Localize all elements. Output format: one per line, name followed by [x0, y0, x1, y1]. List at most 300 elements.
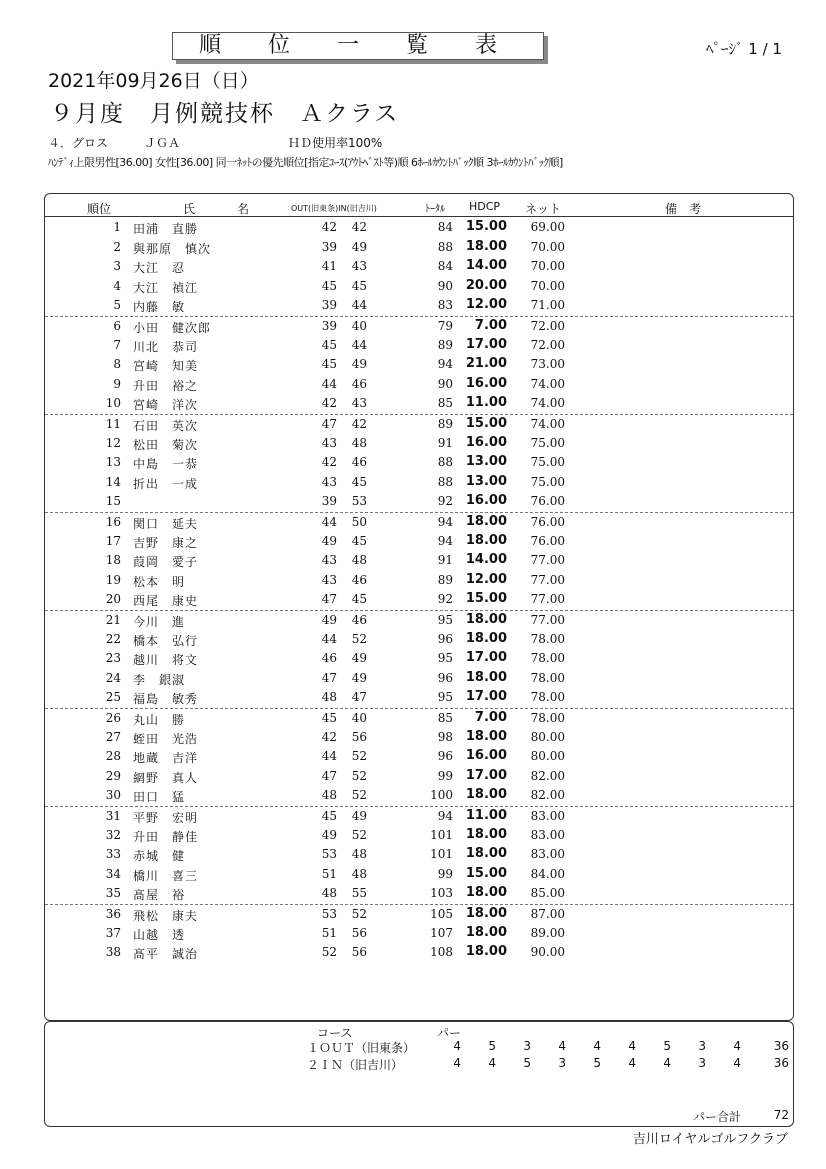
in-score: 52	[351, 788, 367, 803]
in-score: 56	[351, 925, 367, 940]
par-label: パー	[437, 1026, 462, 1040]
in-hole-par: 5	[523, 1056, 531, 1070]
competition-date: 2021年09月26日（日）	[48, 70, 259, 92]
table-row	[45, 512, 793, 533]
table-row	[45, 532, 793, 552]
hdcp-value: 13.00	[465, 473, 507, 489]
net-score: 69.00	[530, 220, 565, 234]
total-score: 84	[437, 220, 453, 234]
handicap-rule: ﾊﾝﾃﾞｨ上限男性[36.00] 女性[36.00] 同一ﾈｯﾄの優先順位[指定ｺｰｽ(ｱｳﾄﾍﾞｽﾄ等)順 6ﾎｰﾙｶｳﾝﾄﾊﾞｯｸ順 3ﾎｰﾙｶｳﾝﾄﾊﾞｯｸ順]	[48, 156, 563, 169]
player-name: 葭岡 愛子	[133, 555, 199, 570]
hdcp-value: 18.00	[465, 630, 507, 646]
player-name: 髙平 誠治	[133, 947, 199, 962]
rank-cell: 4	[113, 278, 121, 293]
player-name: 大江 忍	[133, 261, 186, 276]
in-score: 46	[351, 455, 367, 470]
player-name: 飛松 康夫	[133, 909, 199, 923]
total-score: 101	[430, 827, 453, 842]
out-score: 39	[321, 298, 337, 313]
hdcp-value: 18.00	[465, 906, 507, 921]
in-hole-par: 4	[488, 1056, 496, 1070]
rank-cell: 26	[105, 711, 121, 725]
net-score: 73.00	[530, 357, 565, 372]
in-hole-par: 3	[698, 1056, 706, 1070]
out-score: 52	[321, 945, 337, 960]
total-score: 94	[437, 515, 453, 529]
hdcp-value: 13.00	[465, 454, 507, 470]
header-remarks: 備 考	[665, 202, 702, 216]
net-score: 76.00	[530, 533, 565, 548]
hdcp-value: 18.00	[465, 787, 507, 803]
total-score: 91	[437, 435, 453, 450]
out-score: 51	[321, 866, 337, 881]
total-score: 92	[437, 592, 453, 607]
in-score: 47	[351, 690, 367, 705]
net-score: 77.00	[530, 613, 565, 627]
player-name: 宮崎 知美	[133, 359, 199, 374]
in-score: 55	[351, 886, 367, 901]
hdcp-value: 18.00	[465, 669, 507, 685]
total-score: 95	[437, 690, 453, 705]
out-score: 42	[321, 729, 337, 744]
net-score: 75.00	[530, 435, 565, 450]
hdcp-value: 20.00	[465, 277, 507, 293]
rank-cell: 20	[105, 592, 121, 607]
hdcp-value: 14.00	[465, 552, 507, 568]
out-score: 42	[321, 455, 337, 470]
out-score: 47	[321, 670, 337, 685]
rank-cell: 27	[105, 729, 121, 744]
net-score: 77.00	[530, 592, 565, 607]
out-hole-par: 4	[628, 1039, 636, 1053]
total-score: 89	[437, 417, 453, 431]
player-name: 川北 恭司	[133, 339, 199, 354]
out-hole-par: 4	[558, 1039, 566, 1053]
player-name: 福島 敏秀	[133, 692, 199, 707]
in-score: 40	[351, 711, 367, 725]
net-score: 77.00	[530, 553, 565, 568]
rank-cell: 5	[113, 298, 121, 313]
in-score: 48	[351, 847, 367, 862]
player-name: 山越 透	[133, 927, 186, 942]
total-score: 90	[437, 278, 453, 293]
out-course-name: １ＯＵＴ（旧東条）	[307, 1041, 416, 1055]
out-hole-par: 3	[698, 1039, 706, 1053]
player-name: 平野 宏明	[133, 811, 199, 825]
table-row	[45, 316, 793, 337]
table-row	[45, 218, 793, 238]
player-name: 升田 裕之	[133, 378, 199, 393]
out-score: 39	[321, 319, 337, 333]
net-score: 84.00	[530, 866, 565, 881]
rank-cell: 7	[113, 337, 121, 352]
header-rank: 順位	[87, 202, 112, 216]
out-score: 44	[321, 749, 337, 764]
total-score: 94	[437, 533, 453, 548]
in-score: 45	[351, 592, 367, 607]
total-score: 89	[437, 572, 453, 587]
rank-cell: 14	[105, 474, 121, 489]
total-score: 95	[437, 651, 453, 666]
hdcp-value: 17.00	[465, 336, 507, 352]
rank-cell: 2	[113, 239, 121, 254]
in-score: 49	[351, 809, 367, 823]
rank-cell: 28	[105, 749, 121, 764]
out-score: 47	[321, 417, 337, 431]
net-score: 76.00	[530, 515, 565, 529]
hdcp-value: 16.00	[465, 748, 507, 764]
total-score: 99	[437, 866, 453, 881]
table-row	[45, 649, 793, 669]
out-score: 51	[321, 925, 337, 940]
out-score: 44	[321, 515, 337, 529]
player-name: 吉野 康之	[133, 535, 199, 550]
rank-cell: 9	[113, 376, 121, 391]
hdcp-value: 11.00	[465, 395, 507, 411]
in-score: 48	[351, 866, 367, 881]
out-score: 48	[321, 690, 337, 705]
in-score: 52	[351, 768, 367, 783]
in-score: 45	[351, 278, 367, 293]
in-score: 48	[351, 435, 367, 450]
out-score: 49	[321, 827, 337, 842]
rank-cell: 19	[105, 572, 121, 587]
in-score: 44	[351, 298, 367, 313]
player-name: 橋川 喜三	[133, 868, 199, 883]
net-score: 80.00	[530, 729, 565, 744]
in-hole-par: 4	[453, 1056, 461, 1070]
out-par-total: 36	[773, 1039, 789, 1053]
out-score: 44	[321, 376, 337, 391]
total-score: 95	[437, 613, 453, 627]
in-score: 46	[351, 572, 367, 587]
out-hole-par: 4	[733, 1039, 741, 1053]
out-score: 42	[321, 396, 337, 411]
total-score: 94	[437, 357, 453, 372]
net-score: 72.00	[530, 319, 565, 333]
course-par-table	[44, 1021, 794, 1127]
hdcp-value: 21.00	[465, 356, 507, 372]
net-score: 83.00	[530, 847, 565, 862]
player-name: 松本 明	[133, 574, 186, 589]
net-score: 82.00	[530, 788, 565, 803]
total-score: 100	[430, 788, 453, 803]
out-score: 43	[321, 572, 337, 587]
rank-cell: 38	[105, 945, 121, 960]
out-score: 46	[321, 651, 337, 666]
in-score: 45	[351, 474, 367, 489]
rank-cell: 12	[105, 435, 121, 450]
out-score: 47	[321, 592, 337, 607]
out-score: 48	[321, 788, 337, 803]
player-name: 小田 健次郎	[133, 321, 212, 335]
total-score: 85	[437, 711, 453, 725]
hdcp-value: 7.00	[474, 318, 507, 333]
player-name: 橋本 弘行	[133, 633, 199, 648]
total-score: 84	[437, 259, 453, 274]
rank-cell: 23	[105, 651, 121, 666]
player-name: 地蔵 吉洋	[133, 751, 199, 766]
rank-cell: 31	[105, 809, 121, 823]
total-score: 96	[437, 670, 453, 685]
table-row	[45, 434, 793, 454]
table-row	[45, 630, 793, 650]
hdcp-value: 18.00	[465, 238, 507, 254]
out-hole-par: 4	[593, 1039, 601, 1053]
table-row	[45, 590, 793, 610]
net-score: 76.00	[530, 494, 565, 509]
net-score: 75.00	[530, 474, 565, 489]
hdcp-value: 15.00	[465, 865, 507, 881]
results-table	[44, 193, 794, 1021]
rank-cell: 3	[113, 259, 121, 274]
hdcp-value: 18.00	[465, 826, 507, 842]
net-score: 74.00	[530, 417, 565, 431]
out-score: 41	[321, 259, 337, 274]
out-score: 49	[321, 533, 337, 548]
out-score: 43	[321, 435, 337, 450]
hdcp-value: 18.00	[465, 612, 507, 627]
total-score: 99	[437, 768, 453, 783]
rank-cell: 15	[105, 494, 121, 509]
player-name: 西尾 康史	[133, 594, 199, 609]
table-row	[45, 610, 793, 631]
table-row	[45, 884, 793, 904]
total-score: 108	[430, 945, 453, 960]
hdcp-value: 12.00	[465, 297, 507, 313]
in-score: 48	[351, 553, 367, 568]
table-row	[45, 296, 793, 316]
table-row	[45, 669, 793, 689]
total-score: 105	[430, 907, 453, 921]
table-row	[45, 375, 793, 395]
par-total: 72	[773, 1108, 789, 1122]
net-score: 72.00	[530, 337, 565, 352]
total-score: 92	[437, 494, 453, 509]
table-row	[45, 473, 793, 493]
player-name: 升田 静佳	[133, 829, 199, 844]
hdcp-value: 17.00	[465, 767, 507, 783]
total-score: 88	[437, 474, 453, 489]
par-total-label: パー合計	[693, 1110, 742, 1124]
total-score: 101	[430, 847, 453, 862]
player-name: 蛭田 光浩	[133, 731, 199, 746]
in-score: 43	[351, 396, 367, 411]
out-score: 45	[321, 278, 337, 293]
net-score: 78.00	[530, 651, 565, 666]
in-score: 44	[351, 337, 367, 352]
net-score: 78.00	[530, 711, 565, 725]
total-score: 107	[430, 925, 453, 940]
net-score: 78.00	[530, 690, 565, 705]
in-score: 52	[351, 907, 367, 921]
player-name: 田浦 直勝	[133, 222, 199, 236]
rank-cell: 1	[113, 220, 121, 234]
out-score: 45	[321, 809, 337, 823]
net-score: 83.00	[530, 827, 565, 842]
rank-cell: 35	[105, 886, 121, 901]
hdcp-value: 18.00	[465, 514, 507, 529]
out-score: 43	[321, 474, 337, 489]
net-score: 82.00	[530, 768, 565, 783]
player-name: 折出 一成	[133, 476, 199, 491]
hdcp-value: 18.00	[465, 728, 507, 744]
out-score: 45	[321, 337, 337, 352]
table-row	[45, 845, 793, 865]
out-score: 49	[321, 613, 337, 627]
in-score: 56	[351, 729, 367, 744]
player-name: 関口 延夫	[133, 517, 199, 531]
player-name: 石田 英次	[133, 419, 199, 433]
rank-cell: 22	[105, 631, 121, 646]
table-row	[45, 865, 793, 885]
total-score: 91	[437, 553, 453, 568]
net-score: 74.00	[530, 376, 565, 391]
rank-cell: 30	[105, 788, 121, 803]
in-score: 46	[351, 613, 367, 627]
table-row	[45, 492, 793, 512]
rank-cell: 33	[105, 847, 121, 862]
table-row	[45, 806, 793, 827]
player-name: 今川 進	[133, 615, 186, 629]
net-score: 87.00	[530, 907, 565, 921]
in-score: 52	[351, 827, 367, 842]
out-hole-par: 5	[488, 1039, 496, 1053]
in-score: 52	[351, 631, 367, 646]
table-row	[45, 453, 793, 473]
rank-cell: 13	[105, 455, 121, 470]
table-row	[45, 747, 793, 767]
out-score: 53	[321, 907, 337, 921]
in-score: 56	[351, 945, 367, 960]
out-hole-par: 5	[663, 1039, 671, 1053]
rank-cell: 10	[105, 396, 121, 411]
table-row	[45, 943, 793, 963]
header-name-family: 氏	[183, 202, 196, 216]
table-row	[45, 355, 793, 375]
hdcp-value: 14.00	[465, 258, 507, 274]
player-name: 内藤 敏	[133, 300, 186, 315]
page-number: ﾍﾟｰｼﾞ 1 / 1	[706, 40, 782, 58]
in-score: 45	[351, 533, 367, 548]
table-row	[45, 551, 793, 571]
table-row	[45, 257, 793, 277]
rank-cell: 16	[105, 515, 121, 529]
table-row	[45, 571, 793, 591]
player-name: 赤城 健	[133, 849, 186, 864]
out-score: 39	[321, 494, 337, 509]
in-score: 42	[351, 417, 367, 431]
in-score: 49	[351, 357, 367, 372]
hdcp-value: 16.00	[465, 493, 507, 509]
player-name: 宮崎 洋次	[133, 398, 199, 413]
hdcp-value: 17.00	[465, 650, 507, 666]
player-name: 中島 一恭	[133, 457, 199, 472]
hdcp-value: 17.00	[465, 689, 507, 705]
table-row	[45, 688, 793, 708]
hdcp-value: 15.00	[465, 416, 507, 431]
table-row	[45, 826, 793, 846]
total-score: 89	[437, 337, 453, 352]
in-score: 50	[351, 515, 367, 529]
player-name: 網野 真人	[133, 770, 199, 785]
total-score: 88	[437, 239, 453, 254]
table-row	[45, 924, 793, 944]
out-score: 45	[321, 357, 337, 372]
total-score: 96	[437, 631, 453, 646]
scoring-info: ４．グロス ＪＧＡ ＨＤ使用率100%	[48, 136, 383, 150]
player-name: 李 銀淑	[133, 672, 186, 687]
event-title: ９月度 月例競技杯 Ａクラス	[50, 101, 400, 127]
player-name: 大江 禎江	[133, 280, 199, 295]
rank-cell: 29	[105, 768, 121, 783]
in-score: 43	[351, 259, 367, 274]
table-row	[45, 708, 793, 729]
rank-cell: 32	[105, 827, 121, 842]
rank-cell: 36	[105, 907, 121, 921]
out-score: 45	[321, 711, 337, 725]
in-score: 49	[351, 651, 367, 666]
out-score: 53	[321, 847, 337, 862]
net-score: 70.00	[530, 239, 565, 254]
net-score: 75.00	[530, 455, 565, 470]
table-row	[45, 414, 793, 435]
hdcp-value: 16.00	[465, 375, 507, 391]
out-score: 47	[321, 768, 337, 783]
out-score: 48	[321, 886, 337, 901]
in-course-name: ２ＩＮ（旧吉川）	[307, 1058, 404, 1072]
player-name: 松田 菊次	[133, 437, 199, 452]
in-score: 49	[351, 670, 367, 685]
in-par-total: 36	[773, 1056, 789, 1070]
player-name: 田口 猛	[133, 790, 186, 805]
net-score: 80.00	[530, 749, 565, 764]
table-row	[45, 786, 793, 806]
net-score: 70.00	[530, 278, 565, 293]
total-score: 90	[437, 376, 453, 391]
rank-cell: 8	[113, 357, 121, 372]
net-score: 71.00	[530, 298, 565, 313]
out-score: 39	[321, 239, 337, 254]
total-score: 94	[437, 809, 453, 823]
table-row	[45, 238, 793, 258]
hdcp-value: 15.00	[465, 591, 507, 607]
rank-cell: 6	[113, 319, 121, 333]
net-score: 74.00	[530, 396, 565, 411]
out-hole-par: 4	[453, 1039, 461, 1053]
in-hole-par: 3	[558, 1056, 566, 1070]
net-score: 90.00	[530, 945, 565, 960]
table-row	[45, 394, 793, 414]
in-hole-par: 4	[733, 1056, 741, 1070]
out-hole-par: 3	[523, 1039, 531, 1053]
table-row	[45, 336, 793, 356]
in-score: 46	[351, 376, 367, 391]
table-row	[45, 767, 793, 787]
player-name: 丸山 勝	[133, 713, 186, 727]
out-score: 43	[321, 553, 337, 568]
total-score: 79	[437, 319, 453, 333]
course-label: コース	[317, 1026, 353, 1040]
header-name-given: 名	[237, 202, 250, 216]
net-score: 78.00	[530, 631, 565, 646]
rank-cell: 25	[105, 690, 121, 705]
table-row	[45, 728, 793, 748]
player-name: 髙屋 裕	[133, 888, 186, 903]
hdcp-value: 18.00	[465, 924, 507, 940]
hdcp-value: 18.00	[465, 944, 507, 960]
out-score: 42	[321, 220, 337, 234]
